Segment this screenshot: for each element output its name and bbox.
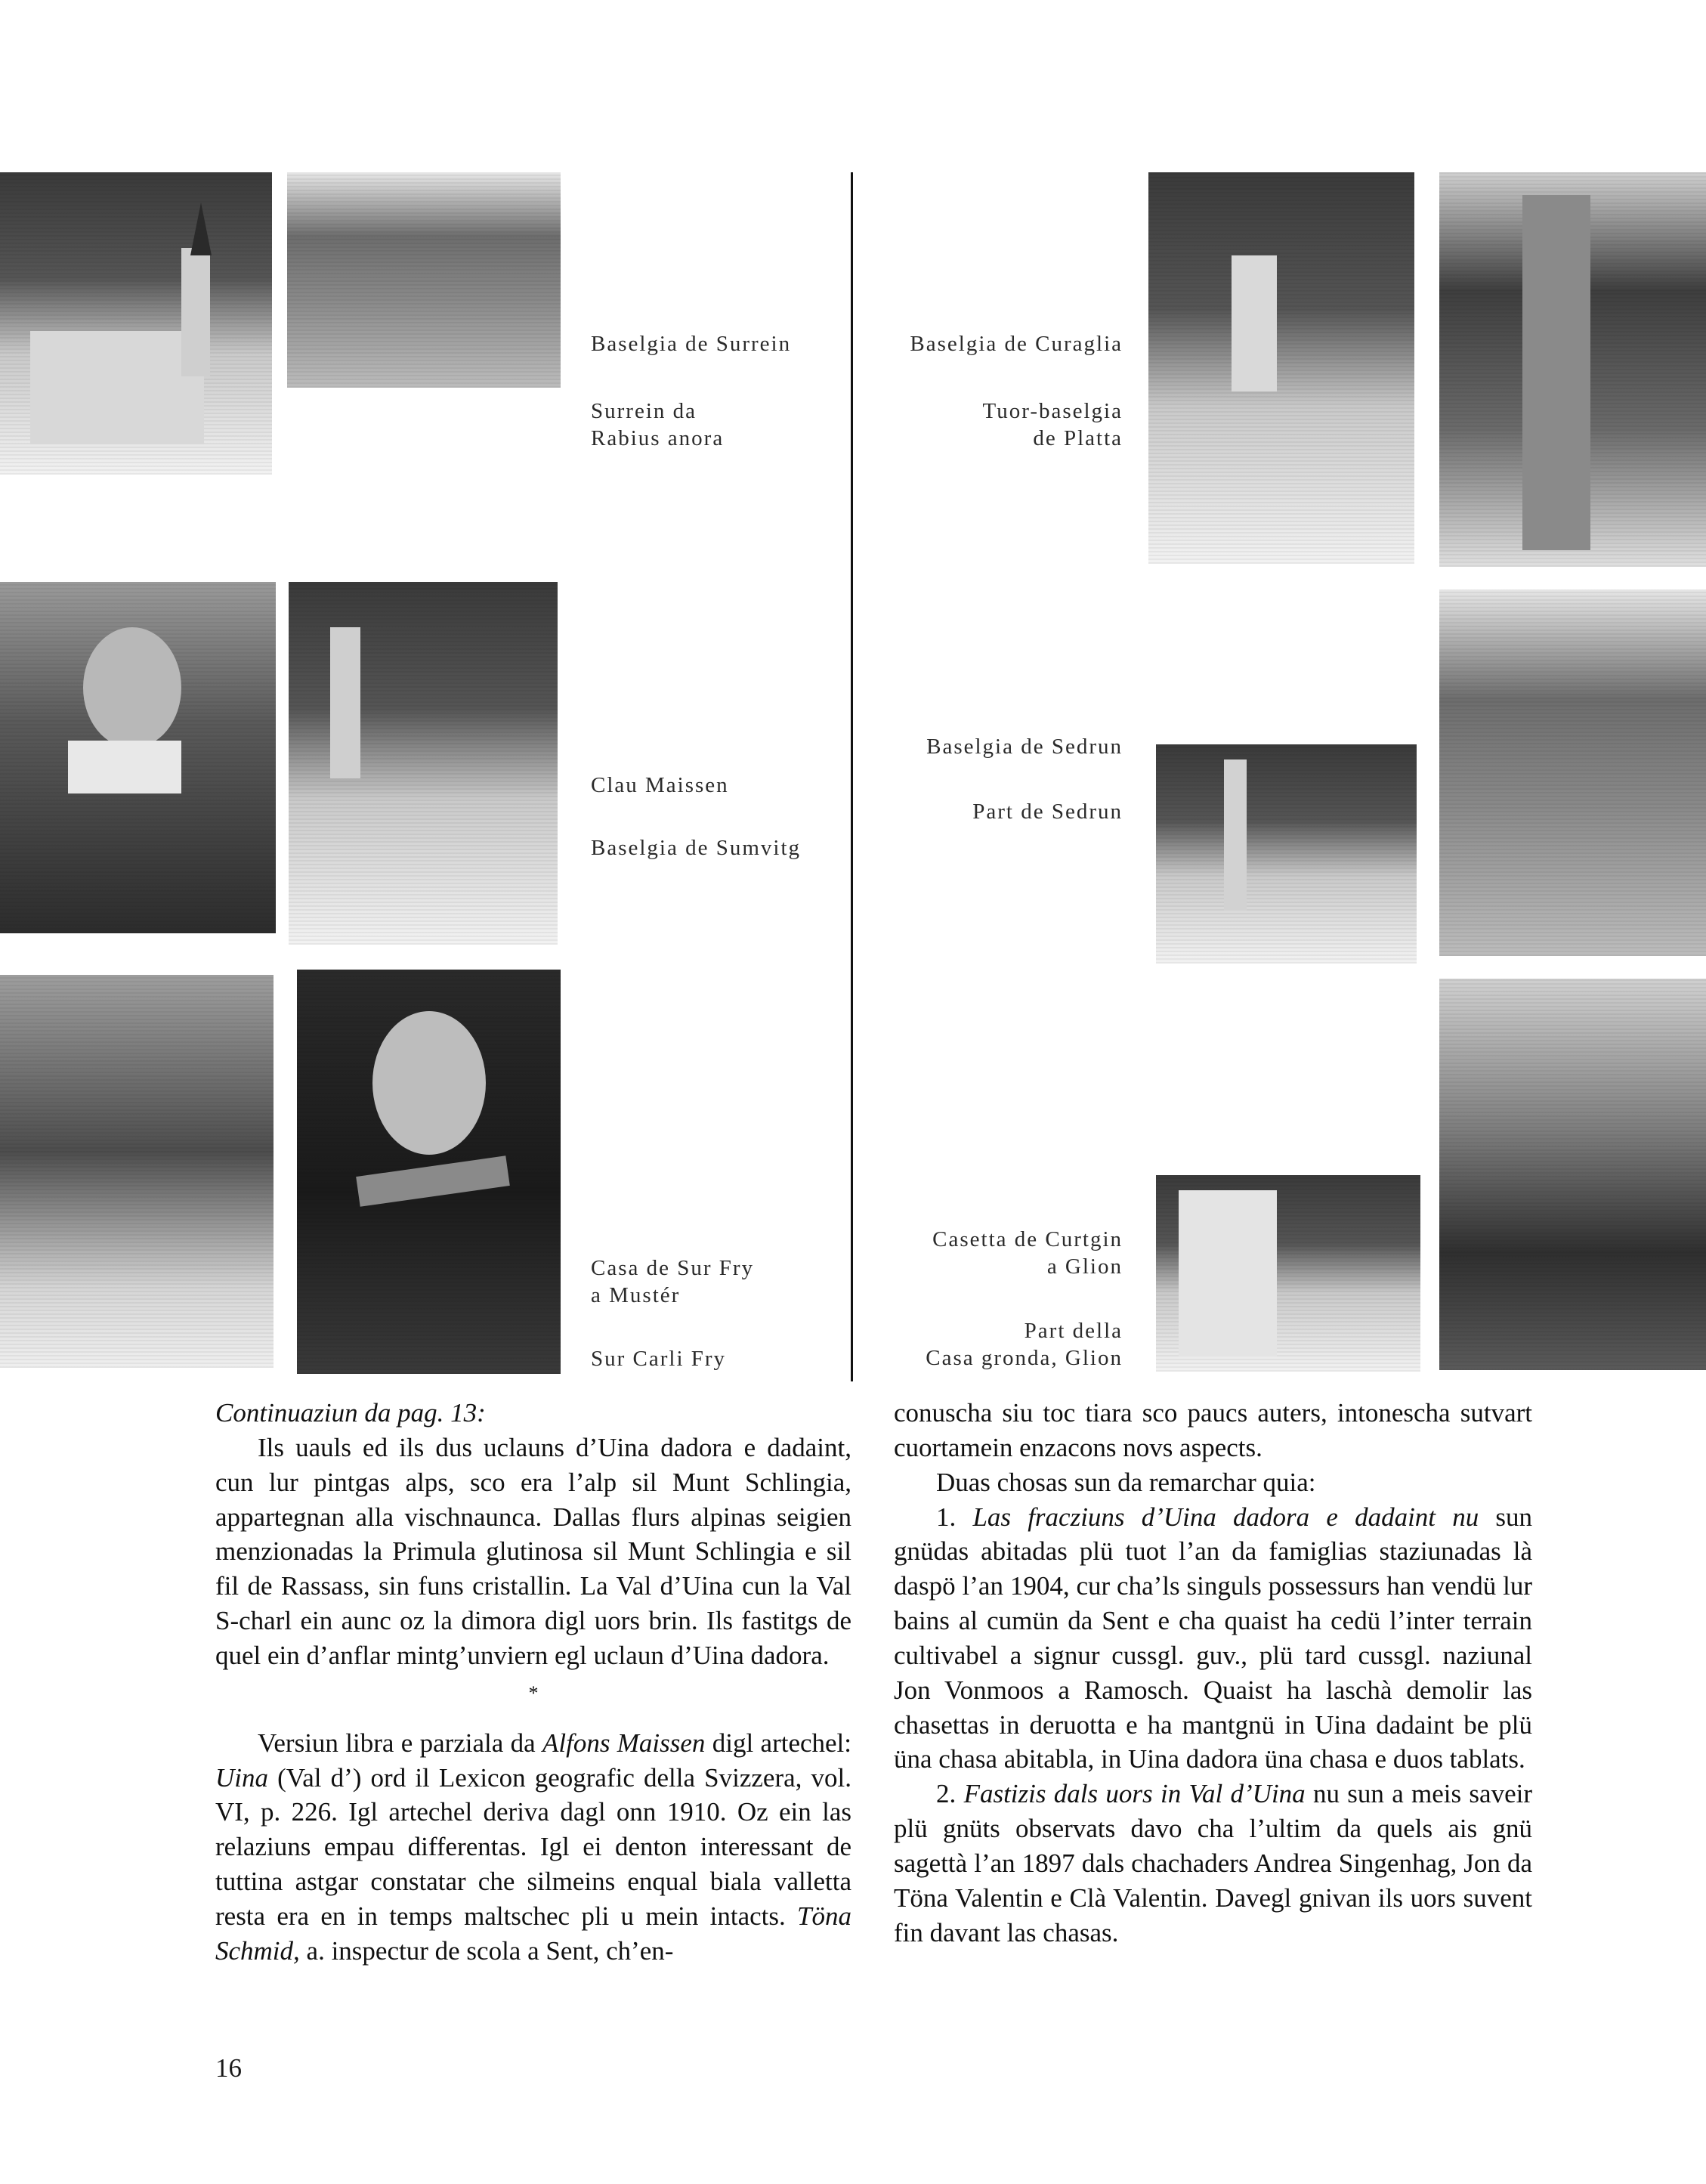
caption-casetta-curtgin: Casetta de Curtgin a Glion bbox=[932, 1227, 1123, 1279]
caption-baselgia-surrein: Baselgia de Surrein bbox=[591, 332, 792, 356]
photo-church-curaglia bbox=[1148, 172, 1414, 564]
page-number: 16 bbox=[215, 2053, 242, 2083]
caption-part-casa-gronda: Part della Casa gronda, Glion bbox=[926, 1319, 1123, 1371]
continuation-note: Continuaziun da pag. 13: bbox=[215, 1398, 486, 1428]
caption-baselgia-curaglia: Baselgia de Curaglia bbox=[910, 332, 1123, 356]
photo-part-casa-gronda bbox=[1439, 979, 1706, 1370]
photo-portrait-sur-carli-fry bbox=[297, 970, 561, 1374]
paragraph-uina-forests: Ils uauls ed ils dus uclauns d’Uina dadora e dadaint, cun lur pintgas alps, sco era l’alp sil Munt Schlingia, appartegnan alla vischnaunca. Dallas flurs alpinas seigien menzionadas la Primula glutinosa sil Munt Schlingia e sil fil de Rassass, sin funs cristallin. La Val d’Uina cun la Val S-charl ein aunc oz la dimora digl uors brin. Ils fastitgs de quel ein d’anflar mintg’unviern egl uclaun d’Uina dadora. bbox=[215, 1432, 851, 1670]
uina-term: Uina bbox=[215, 1762, 268, 1793]
photo-sedrun-valley bbox=[1439, 589, 1706, 956]
photo-church-sumvitg bbox=[289, 582, 558, 945]
left-text-column bbox=[215, 1396, 851, 1969]
caption-baselgia-sumvitg: Baselgia de Sumvitg bbox=[591, 836, 802, 860]
paragraph-two-things: Duas chosas sun da remarchar quia: bbox=[936, 1467, 1316, 1497]
photo-tower-platta bbox=[1439, 172, 1706, 567]
tona-schmid-name: Töna Schmid, bbox=[215, 1901, 851, 1966]
right-text-column bbox=[894, 1396, 1532, 1950]
photo-church-surrein bbox=[0, 172, 272, 475]
column-divider bbox=[851, 172, 853, 1381]
caption-clau-maissen: Clau Maissen bbox=[591, 773, 729, 797]
photo-portrait-clau-maissen bbox=[0, 582, 276, 933]
paragraph-version-note: Versiun libra e parziala da Alfons Maissen digl artechel: Uina (Val d’) ord il Lexicon geografic della Svizzera, vol. VI, p. 226. Igl artechel deriva dagl onn 1910. Oz ein las relaziuns empau differentas. Igl ei denton interessant de tuttina astgar constatar che silmeins enqual biala valletta resta era en in temps maltschec pli u mein intacts. Töna Schmid, a. inspectur de scola a Sent, ch’en- bbox=[215, 1728, 851, 1966]
paragraph-point-2: 2. Fastizis dals uors in Val d’Uina nu sun a meis saveir plü gnüts observats davo cha l’ultim da quels ais gnü sagettà l’an 1897 dals chachaders Andrea Singenhag, Jon da Töna Valentin e Clà Valentin. Davegl gnivan ils uors suvent fin davant las chasas. bbox=[894, 1779, 1533, 1947]
caption-part-sedrun: Part de Sedrun bbox=[972, 800, 1123, 824]
caption-tuor-baselgia-platta: Tuor-baselgia de Platta bbox=[982, 399, 1123, 451]
caption-surrein-rabius: Surrein da Rabius anora bbox=[591, 399, 725, 451]
photo-casa-sur-fry bbox=[0, 975, 274, 1368]
section-separator: * bbox=[528, 1681, 539, 1704]
author-name: Alfons Maissen bbox=[542, 1728, 706, 1758]
photo-surrein-from-rabius bbox=[287, 172, 561, 388]
paragraph-point-1: 1. Las fracziuns d’Uina dadora e dadaint nu sun gnüdas abitadas plü tuot l’an da famiglias staziunadas là daspö l’an 1904, cur cha’ls singuls possessurs han vendü lur bains al cumün da Sent e cha quaist ha cedü l’inter terrain cultivabel a signur cussgl. guv., plü tard cussgl. naziunal Jon Vonmoos a Ramosch. Quaist ha laschà demolir las chasettas in deruotta e ha mantgnü in Uina dadaint be plü üna chasa abitabla, in Uina dadora üna chasa e duos tablats. bbox=[894, 1502, 1533, 1774]
caption-casa-sur-fry: Casa de Sur Fry a Mustér bbox=[591, 1256, 755, 1308]
paragraph-continuation: conuscha siu toc tiara sco paucs auters, intonescha sutvart cuortamein enzacons novs aspects. bbox=[894, 1398, 1532, 1462]
photo-casetta-curtgin bbox=[1156, 1175, 1420, 1372]
caption-sur-carli-fry: Sur Carli Fry bbox=[591, 1347, 727, 1371]
caption-baselgia-sedrun: Baselgia de Sedrun bbox=[926, 735, 1123, 759]
photo-church-sedrun bbox=[1156, 744, 1417, 964]
